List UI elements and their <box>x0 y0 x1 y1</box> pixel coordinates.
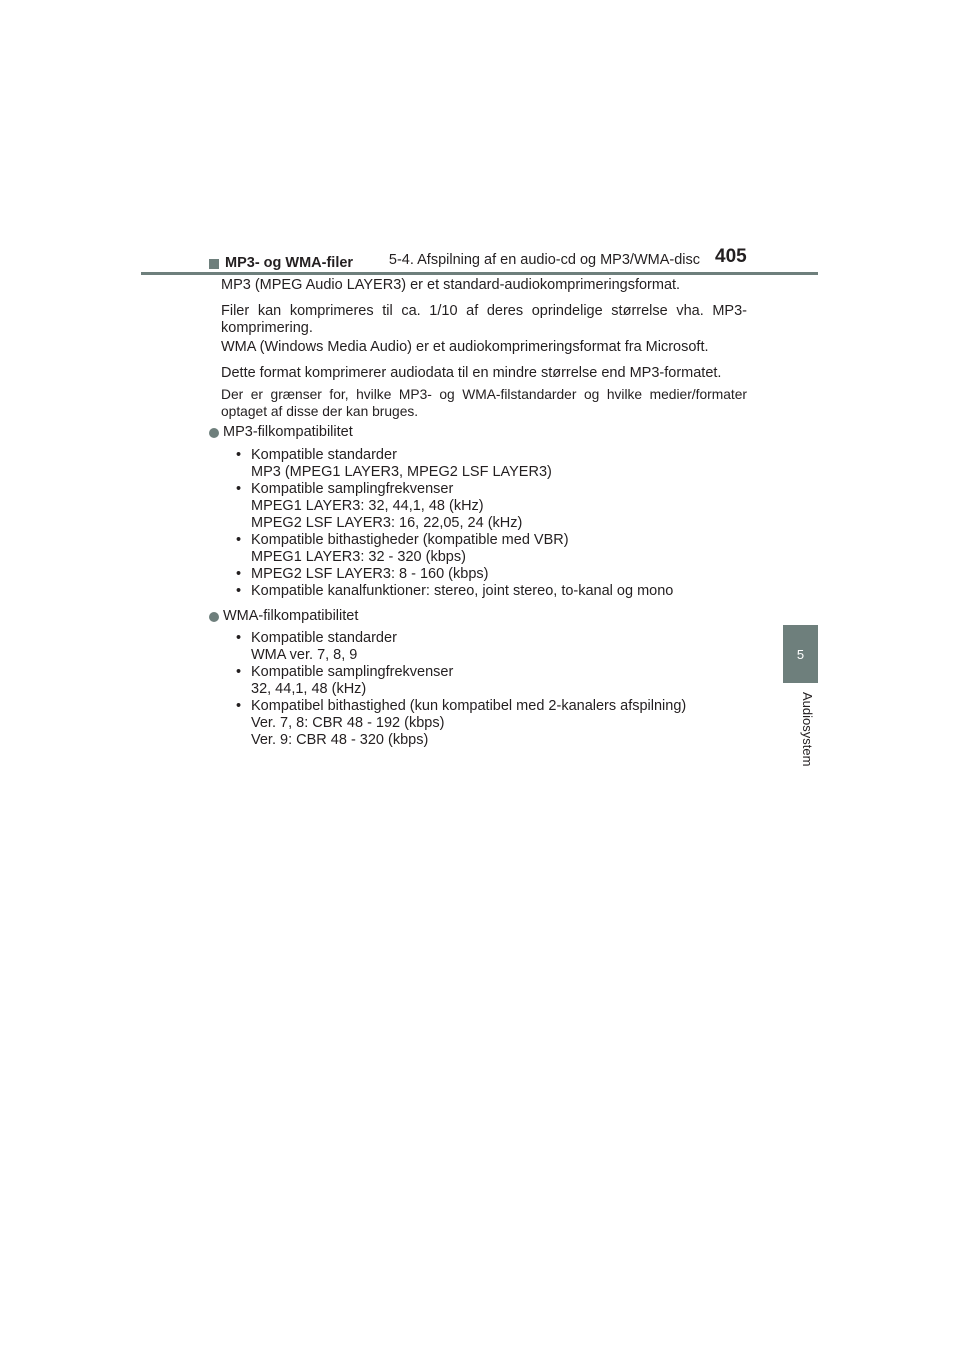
chapter-number: 5 <box>796 646 805 662</box>
list-item-title: Kompatible bithastigheder (kompatible med VBR) <box>251 532 569 548</box>
bullet-dot: • <box>236 583 242 599</box>
circle-bullet-icon <box>209 612 219 622</box>
list-item-line: MP3 (MPEG1 LAYER3, MPEG2 LSF LAYER3) <box>251 464 552 480</box>
paragraph: Der er grænser for, hvilke MP3- og WMA-filstandarder og hvilke medier/formater optaget af disse der kan bruges. <box>221 387 747 419</box>
list-item <box>231 481 747 532</box>
list-item <box>231 698 747 749</box>
mp3-compat-list <box>231 447 747 600</box>
list-item <box>231 583 747 600</box>
list-item-line: WMA ver. 7, 8, 9 <box>251 647 358 663</box>
running-header-title: 5-4. Afspilning af en audio-cd og MP3/WMA-disc <box>388 252 700 268</box>
paragraph: WMA (Windows Media Audio) er et audiokomprimeringsformat fra Microsoft. <box>221 339 709 355</box>
bullet-dot: • <box>236 630 242 646</box>
bullet-dot: • <box>236 532 242 548</box>
wma-compat-heading <box>209 608 358 625</box>
list-item-line: MPEG1 LAYER3: 32 - 320 (kbps) <box>251 549 466 565</box>
list-item-line: MPEG1 LAYER3: 32, 44,1, 48 (kHz) <box>251 498 484 514</box>
square-bullet-icon <box>209 259 219 269</box>
list-item-title: Kompatible samplingfrekvenser <box>251 481 454 497</box>
header-rule <box>141 272 818 275</box>
bullet-dot: • <box>236 566 242 582</box>
mp3-compat-heading-text: MP3-filkompatibilitet <box>223 424 353 440</box>
bullet-dot: • <box>236 447 242 463</box>
list-item-line: Ver. 9: CBR 48 - 320 (kbps) <box>251 732 429 748</box>
section-heading <box>209 255 353 272</box>
list-item <box>231 447 747 481</box>
list-item <box>231 532 747 566</box>
list-item-title: Kompatible standarder <box>251 630 397 646</box>
list-item-title: MPEG2 LSF LAYER3: 8 - 160 (kbps) <box>251 566 489 582</box>
bullet-dot: • <box>236 664 242 680</box>
bullet-dot: • <box>236 698 242 714</box>
list-item <box>231 630 747 664</box>
page-number: 405 <box>715 246 747 267</box>
paragraph: Filer kan komprimeres til ca. 1/10 af deres oprindelige størrelse vha. MP3-komprimering. <box>221 303 747 336</box>
wma-compat-list <box>231 630 747 749</box>
list-item-title: Kompatible kanalfunktioner: stereo, joint stereo, to-kanal og mono <box>251 583 674 599</box>
list-item <box>231 566 747 583</box>
list-item-line: Ver. 7, 8: CBR 48 - 192 (kbps) <box>251 715 445 731</box>
section-heading-text: MP3- og WMA-filer <box>225 255 354 271</box>
circle-bullet-icon <box>209 428 219 438</box>
mp3-compat-heading <box>209 424 353 441</box>
paragraph: MP3 (MPEG Audio LAYER3) er et standard-audiokomprimeringsformat. <box>221 277 681 293</box>
paragraph: Dette format komprimerer audiodata til en mindre størrelse end MP3-formatet. <box>221 365 722 381</box>
list-item-title: Kompatibel bithastighed (kun kompatibel med 2-kanalers afspilning) <box>251 698 687 714</box>
chapter-tab <box>783 625 818 683</box>
chapter-side-label: Audiosystem <box>800 692 815 767</box>
list-item-line: MPEG2 LSF LAYER3: 16, 22,05, 24 (kHz) <box>251 515 523 531</box>
list-item-title: Kompatible standarder <box>251 447 397 463</box>
list-item-title: Kompatible samplingfrekvenser <box>251 664 454 680</box>
wma-compat-heading-text: WMA-filkompatibilitet <box>223 608 359 624</box>
list-item-line: 32, 44,1, 48 (kHz) <box>251 681 367 697</box>
bullet-dot: • <box>236 481 242 497</box>
list-item <box>231 664 747 698</box>
